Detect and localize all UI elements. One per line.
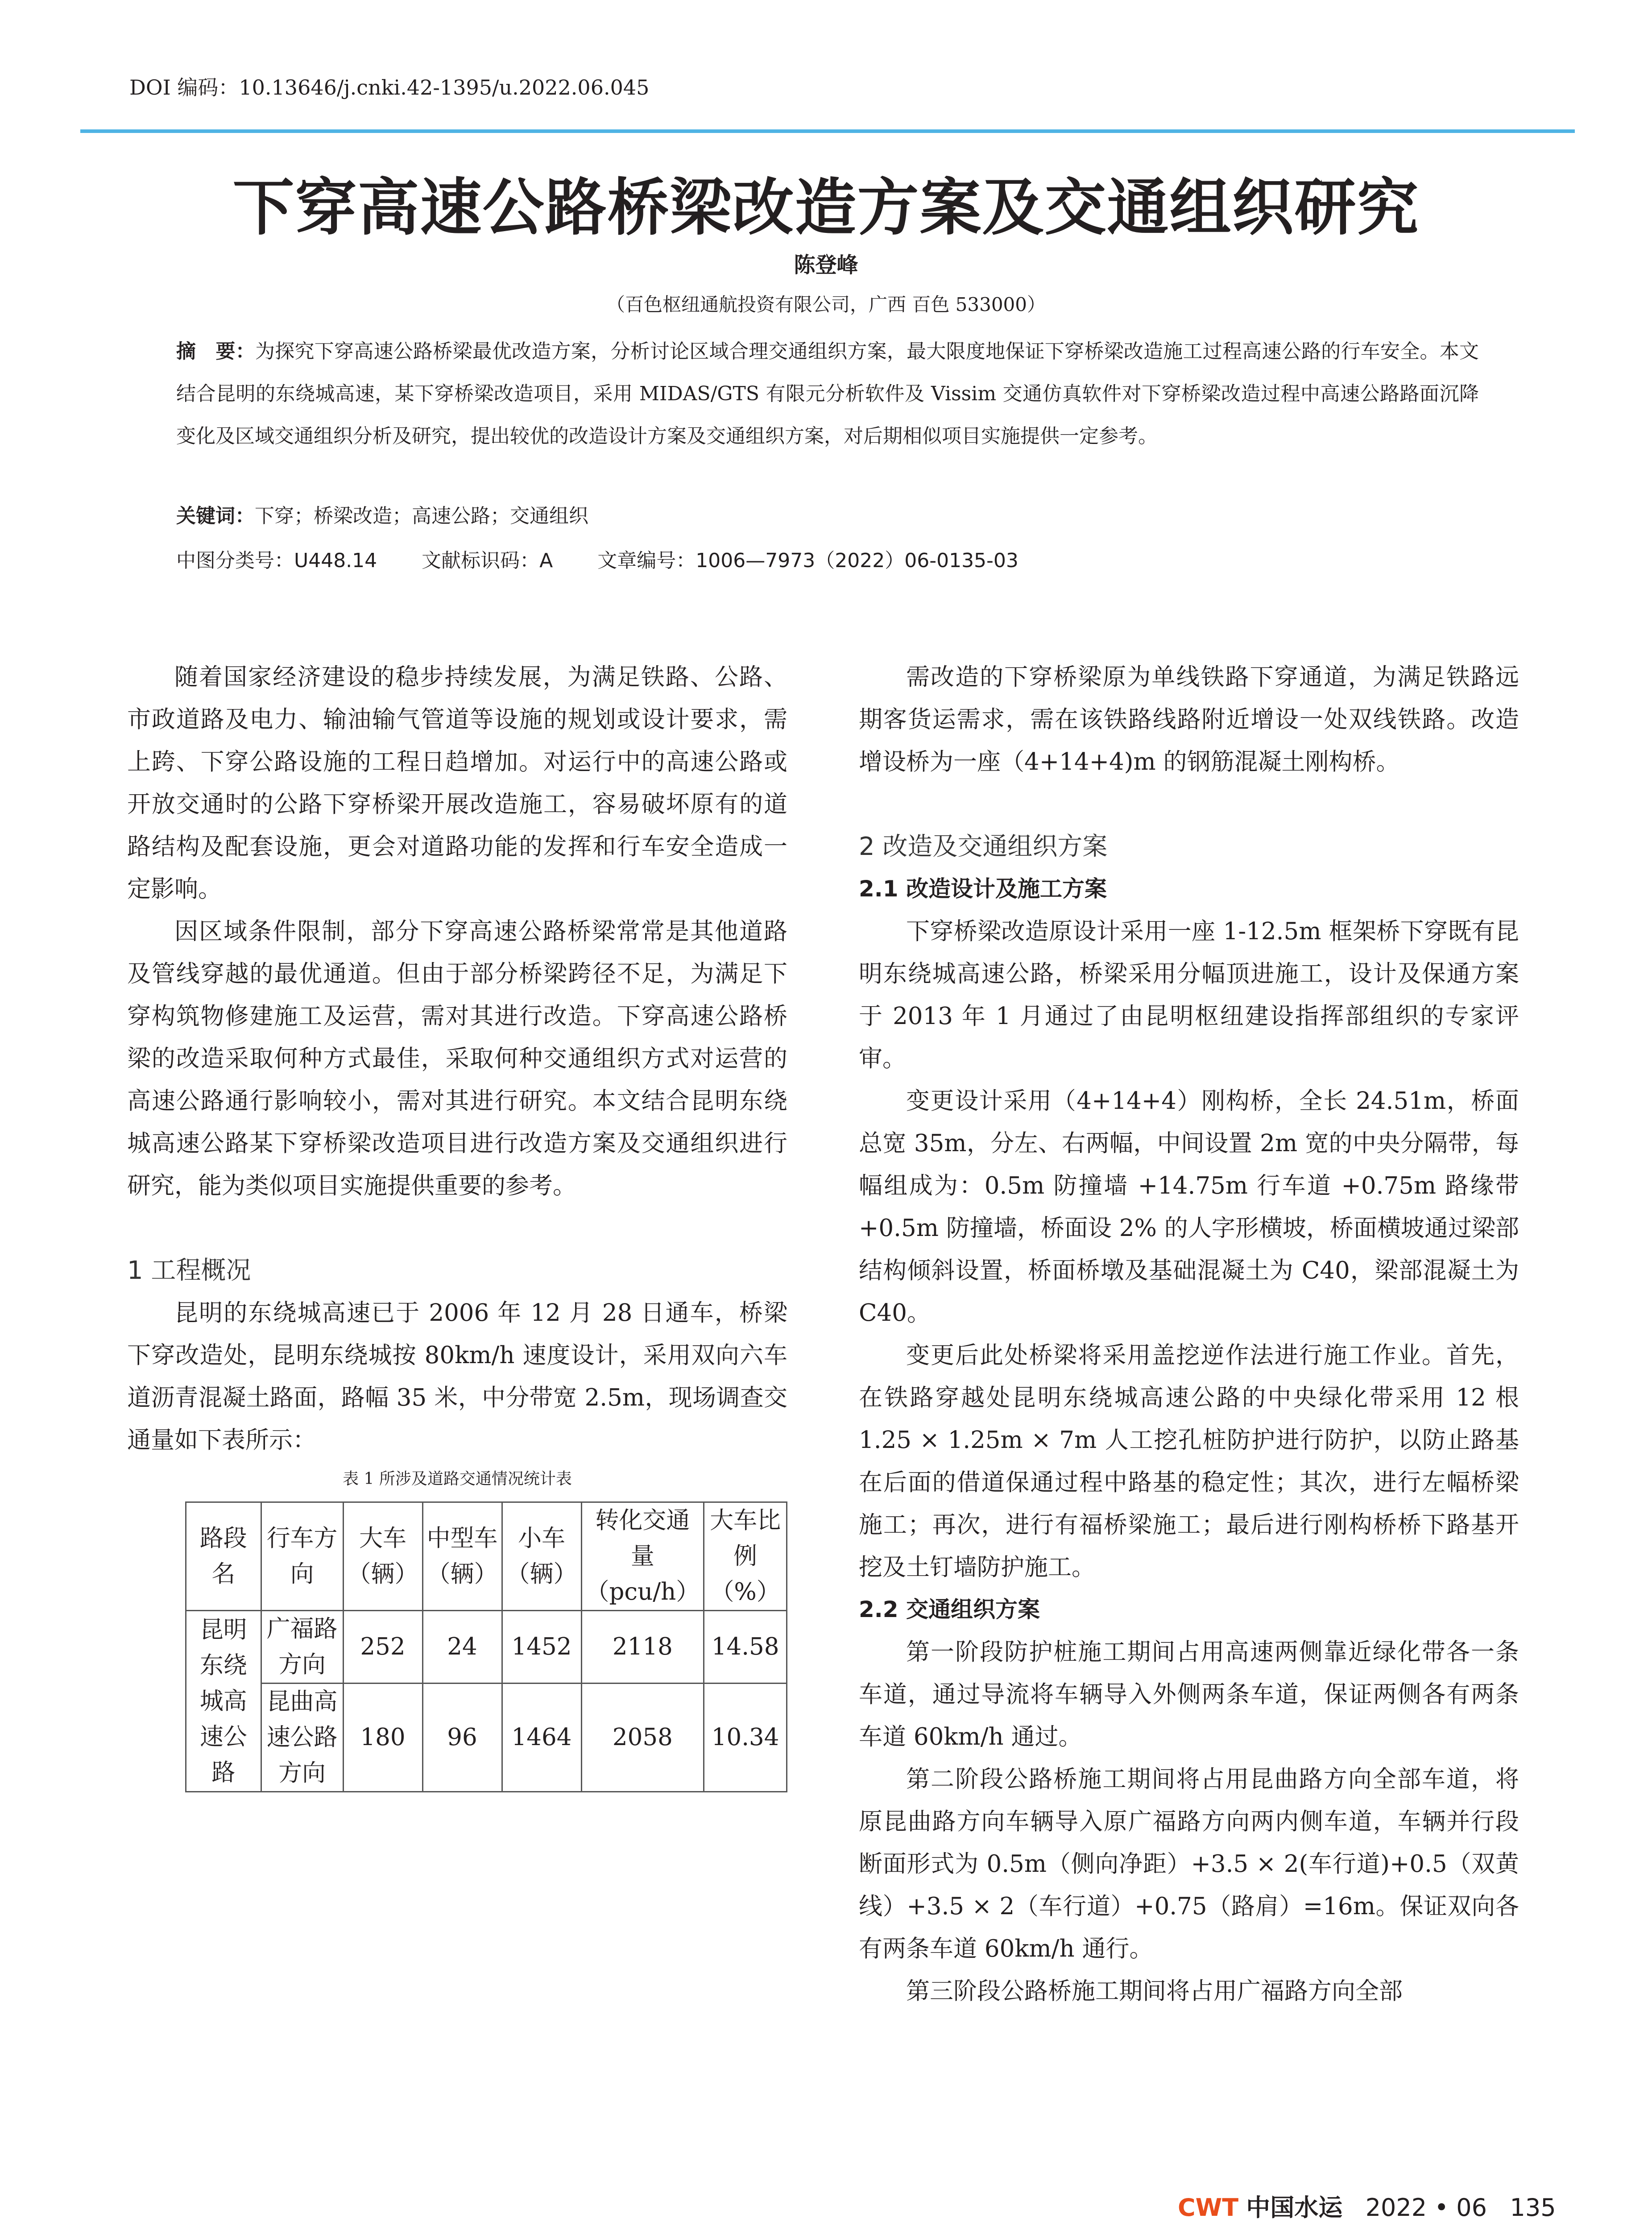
table-header-row [186,1502,787,1611]
table-row [186,1611,787,1684]
issue-number: 2022 • 06 [1365,2194,1487,2222]
page-number: 135 [1510,2194,1556,2222]
table-cell: 14.58 [704,1611,787,1684]
classification [176,544,1063,573]
traffic-table [185,1501,787,1792]
paragraph: 昆明的东绕城高速已于 2006 年 12 月 28 日通车，桥梁下穿改造处，昆明东绕城按 80km/h 速度设计，采用双向六车道沥青混凝土路面，路幅 35 米，中分带宽 2.5m，现场调查交通量如下表所示： [127,1299,787,1454]
table-cell: 24 [422,1611,502,1684]
table-cell: 96 [422,1684,502,1792]
header-rule [80,129,1575,133]
table-cell: 广福路方向 [261,1611,343,1684]
paragraph: 第一阶段防护桩施工期间占用高速两侧靠近绿化带各一条车道，通过导流将车辆导入外侧两条车道，保证两侧各有两条车道 60km/h 通过。 [859,1638,1519,1750]
paragraph: 随着国家经济建设的稳步持续发展，为满足铁路、公路、市政道路及电力、输油输气管道等设施的规划或设计要求，需上跨、下穿公路设施的工程日趋增加。对运行中的高速公路或开放交通时的公路下穿桥梁开展改造施工，容易破坏原有的道路结构及配套设施，更会对道路功能的发挥和行车安全造成一定影响。 [127,663,787,903]
paragraph: 需改造的下穿桥梁原为单线铁路下穿通道，为满足铁路远期客货运需求，需在该铁路线路附近增设一处双线铁路。改造增设桥为一座（4+14+4)m 的钢筋混凝土刚构桥。 [859,663,1519,775]
section-heading: 1 工程概况 [127,1256,251,1285]
keywords [176,500,588,528]
article-number: 文章编号：1006—7973（2022）06-0135-03 [597,549,1019,572]
table-cell: 10.34 [704,1684,787,1792]
doc-code: 文献标识码：A [422,549,553,572]
author: 陈登峰 [794,253,858,278]
table-header-cell: 转化交通量（pcu/h） [581,1502,704,1611]
section-heading: 2 改造及交通组织方案 [859,832,1108,861]
table-cell: 2058 [581,1684,704,1792]
table-header-cell: 行车方向 [261,1502,343,1611]
table-header-cell: 中型车（辆） [422,1502,502,1611]
paper-title: 下穿高速公路桥梁改造方案及交通组织研究 [232,171,1420,244]
right-column [859,656,1519,2012]
paragraph: 下穿桥梁改造原设计采用一座 1-12.5m 框架桥下穿既有昆明东绕城高速公路，桥梁采用分幅顶进施工，设计及保通方案于 2013 年 1 月通过了由昆明枢纽建设指挥部组织的专家评审。 [859,918,1519,1072]
brand-logo: CWT [1178,2194,1239,2222]
table-cell: 昆曲高速公路方向 [261,1684,343,1792]
paragraph: 第三阶段公路桥施工期间将占用广福路方向全部 [906,1978,1403,2005]
table-cell: 1464 [502,1684,581,1792]
table-cell: 昆明东绕城高速公路 [186,1611,261,1792]
table-cell: 2118 [581,1611,704,1684]
abstract-label: 摘 要： [176,340,255,363]
magazine-name: 中国水运 [1246,2193,1343,2222]
paragraph: 因区域条件限制，部分下穿高速公路桥梁常常是其他道路及管线穿越的最优通道。但由于部分桥梁跨径不足，为满足下穿构筑物修建施工及运营，需对其进行改造。下穿高速公路桥梁的改造采取何种方式最佳，采取何种交通组织方式对运营的高速公路通行影响较小，需对其进行研究。本文结合昆明东绕城高速公路某下穿桥梁改造项目进行改造方案及交通组织进行研究，能为类似项目实施提供重要的参考。 [127,918,787,1199]
paragraph: 第二阶段公路桥施工期间将占用昆曲路方向全部车道，将原昆曲路方向车辆导入原广福路方向两内侧车道，车辆并行段断面形式为 0.5m（侧向净距）+3.5 × 2(车行道)+0.5（双黄线）+3.5 × 2（车行道）+0.75（路肩）=16m。保证双向各有两条车道 60km/h 通行。 [859,1766,1519,1962]
subsection-heading: 2.2 交通组织方案 [859,1597,1040,1622]
doi-line: DOI 编码：10.13646/j.cnki.42-1395/u.2022.06.045 [129,75,650,100]
clc-number: 中图分类号：U448.14 [176,549,377,572]
table-cell: 1452 [502,1611,581,1684]
table-row [186,1684,787,1792]
left-column [127,656,787,1792]
affiliation: （百色枢纽通航投资有限公司，广西 百色 533000） [606,294,1046,315]
table-header-cell: 大车比例（%） [704,1502,787,1611]
subsection-heading: 2.1 改造设计及施工方案 [859,876,1107,902]
abstract-text: 为探究下穿高速公路桥梁最优改造方案，分析讨论区域合理交通组织方案，最大限度地保证下穿桥梁改造施工过程高速公路的行车安全。本文结合昆明的东绕城高速，某下穿桥梁改造项目，采用 MIDAS/GTS 有限元分析软件及 Vissim 交通仿真软件对下穿桥梁改造过程中高速公路路面沉降变化及区域交通组织分析及研究，提出较优的改造设计方案及交通组织方案，对后期相似项目实施提供一定参考。 [176,340,1479,448]
paragraph: 变更设计采用（4+14+4）刚构桥，全长 24.51m，桥面总宽 35m，分左、右两幅，中间设置 2m 宽的中央分隔带，每幅组成为：0.5m 防撞墙 +14.75m 行车道 +0.75m 路缘带 +0.5m 防撞墙，桥面设 2% 的人字形横坡，桥面横坡通过梁部结构倾斜设置，桥面桥墩及基础混凝土为 C40，梁部混凝土为 C40。 [859,1087,1519,1327]
paragraph: 变更后此处桥梁将采用盖挖逆作法进行施工作业。首先，在铁路穿越处昆明东绕城高速公路的中央绿化带采用 12 根 1.25 × 1.25m × 7m 人工挖孔桩防护进行防护，以防止路基在后面的借道保通过程中路基的稳定性；其次，进行左幅桥梁施工；再次，进行有福桥梁施工；最后进行刚构桥桥下路基开挖及土钉墙防护施工。 [859,1342,1519,1581]
table-cell: 252 [343,1611,422,1684]
table-header-cell: 路段名 [186,1502,261,1611]
table-cell: 180 [343,1684,422,1792]
table-caption: 表 1 所涉及道路交通情况统计表 [343,1470,572,1488]
keywords-text: 下穿；桥梁改造；高速公路；交通组织 [255,505,588,527]
table-header-cell: 小车（辆） [502,1502,581,1611]
abstract [176,330,1479,457]
table-header-cell: 大车（辆） [343,1502,422,1611]
keywords-label: 关键词： [176,505,255,527]
page-footer [1178,2189,1556,2223]
